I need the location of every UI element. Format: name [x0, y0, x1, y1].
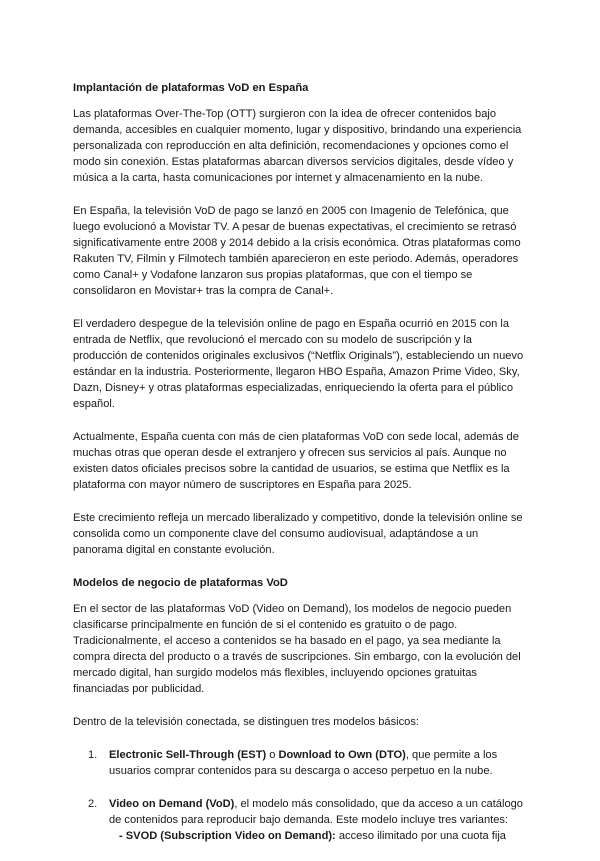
list-item-est [73, 747, 528, 779]
term-svod: - SVOD (Subscription Video on Demand): [119, 830, 336, 842]
term-est: Electronic Sell-Through (EST) [109, 749, 267, 761]
paragraph-netflix-takeoff: El verdadero despegue de la televisión online de pago en España ocurrió en 2015 con la entrada de Netflix, que revolucionó el mercado con su modelo de suscripción y la producción de contenidos originales exclusivos (“Netflix Originals”), estableciendo un nuevo estándar en la industria. Posteriormente, llegaron HBO España, Amazon Prime Video, Sky, Dazn, Disney+ y otras plataformas especializadas, enriqueciendo la oferta para el público español. [73, 318, 524, 410]
sub-item-svod [109, 828, 528, 844]
paragraph-ott-intro: Las plataformas Over-The-Top (OTT) surgieron con la idea de ofrecer contenidos bajo demanda, accesibles en cualquier momento, lugar y dispositivo, brindando una experiencia personalizada con reproducción en alta definición, recomendaciones y opciones como el modo sin conexión. Estas plataformas abarcan diversos servicios digitales, desde vídeo y música a la carta, hasta comunicaciones por internet y almacenamiento en la nube. [73, 108, 522, 184]
term-vod: Video on Demand (VoD) [109, 798, 235, 810]
list-number: 2. [88, 798, 98, 810]
paragraph-current-status: Actualmente, España cuenta con más de cien plataformas VoD con sede local, además de muchas otras que operan desde el extranjero y ofrecen sus servicios al país. Aunque no existen datos oficiales precisos sobre la cantidad de usuarios, se estima que Netflix es la plataforma con mayor número de suscriptores en España para 2025. [73, 431, 519, 491]
connector-text: o [266, 749, 279, 761]
sub-item-text: acceso ilimitado por una cuota fija [335, 830, 506, 842]
list-item-text: , que permite a los usuarios comprar contenidos para su descarga o acceso perpetuo en la nube. [109, 749, 498, 777]
document-page [73, 80, 528, 861]
section-title-vod-spain: Implantación de plataformas VoD en España [73, 82, 309, 94]
paragraph-market-growth: Este crecimiento refleja un mercado liberalizado y competitivo, donde la televisión online se consolida como un componente clave del consumo audiovisual, adaptándose a un panorama digital en constante evolución. [73, 512, 523, 556]
business-model-list [73, 747, 528, 844]
paragraph-spain-history: En España, la televisión VoD de pago se lanzó en 2005 con Imagenio de Telefónica, que luego evolucionó a Movistar TV. A pesar de buenas expectativas, el crecimiento se retrasó significativamente entre 2008 y 2014 debido a la crisis económica. Otras plataformas como Rakuten TV, Filmin y Filmotech también aparecieron en este periodo. Además, operadores como Canal+ y Vodafone lanzaron sus propias plataformas, que con el tiempo se consolidaron en Movistar+ tras la compra de Canal+. [73, 205, 521, 297]
list-item-vod [73, 796, 528, 844]
term-dto: Download to Own (DTO) [278, 749, 406, 761]
list-number: 1. [88, 749, 98, 761]
paragraph-three-models: Dentro de la televisión conectada, se distinguen tres modelos básicos: [73, 716, 419, 728]
section-title-business-models: Modelos de negocio de plataformas VoD [73, 577, 288, 589]
paragraph-business-models-intro: En el sector de las plataformas VoD (Video on Demand), los modelos de negocio pueden clasificarse principalmente en función de si el contenido es gratuito o de pago. Tradicionalmente, el acceso a contenidos se ha basado en el pago, ya sea mediante la compra directa del producto o a través de suscripciones. Sin embargo, con la evolución del mercado digital, han surgido modelos más flexibles, incluyendo opciones gratuitas financiadas por publicidad. [73, 603, 521, 695]
list-item-text: , el modelo más consolidado, que da acceso a un catálogo de contenidos para reproducir bajo demanda. Este modelo incluye tres variantes: [109, 798, 523, 826]
